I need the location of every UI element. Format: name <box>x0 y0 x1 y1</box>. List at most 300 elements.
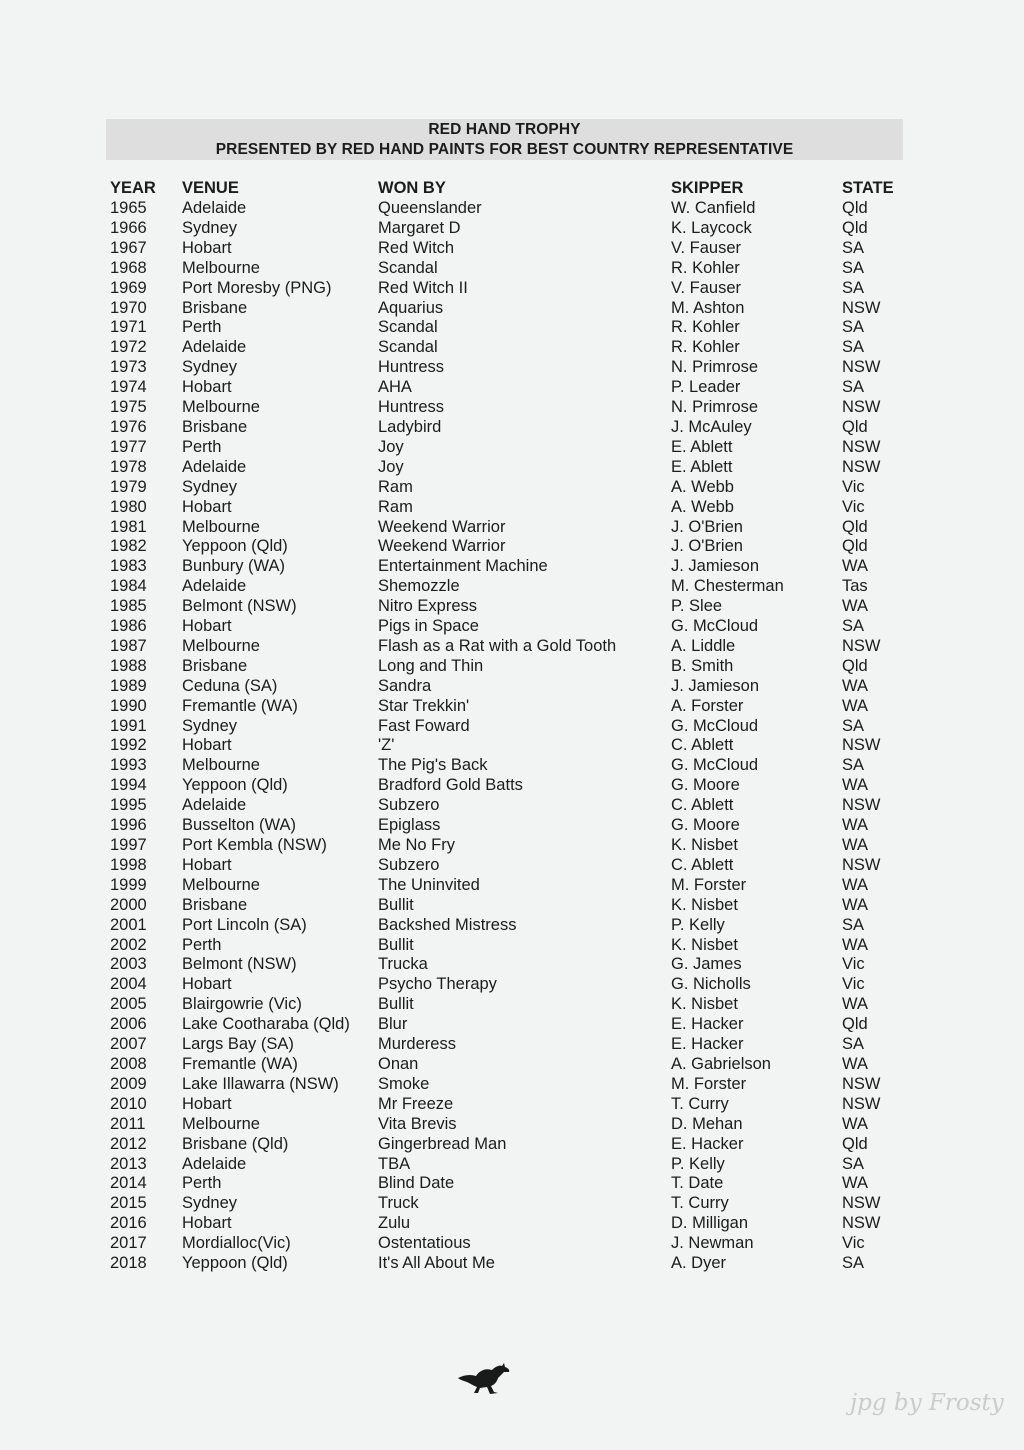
table-row <box>106 1174 906 1194</box>
cell-venue: Brisbane <box>182 656 248 675</box>
table-row <box>106 617 906 637</box>
cell-venue: Sydney <box>182 1194 238 1213</box>
cell-won-by: Nitro Express <box>378 597 478 616</box>
cell-state: SA <box>842 378 865 397</box>
cell-venue: Brisbane <box>182 298 248 317</box>
cell-skipper: T. Curry <box>671 1194 729 1213</box>
cell-venue: Yeppoon (Qld) <box>182 776 288 795</box>
cell-won-by: Entertainment Machine <box>378 557 548 576</box>
table-row <box>106 299 906 319</box>
cell-won-by: Trucka <box>378 955 428 974</box>
cell-year: 1978 <box>110 457 147 476</box>
table-row <box>106 975 906 995</box>
cell-skipper: A. Dyer <box>671 1254 727 1273</box>
cell-won-by: Red Witch <box>378 238 455 257</box>
cell-skipper: J. Jamieson <box>671 557 760 576</box>
cell-won-by: Joy <box>378 457 404 476</box>
cell-year: 1983 <box>110 557 147 576</box>
table-row <box>106 1035 906 1055</box>
cell-won-by: Weekend Warrior <box>378 517 506 536</box>
cell-state: Vic <box>842 955 865 974</box>
cell-won-by: 'Z' <box>378 736 395 755</box>
cell-state: WA <box>842 1174 868 1193</box>
cell-state: SA <box>842 318 865 337</box>
cell-year: 2011 <box>110 1114 146 1133</box>
cell-state: SA <box>842 756 865 775</box>
cell-year: 1968 <box>110 258 147 277</box>
cell-won-by: Subzero <box>378 796 440 815</box>
cell-year: 1988 <box>110 656 147 675</box>
cell-won-by: Epiglass <box>378 816 441 835</box>
cell-state: SA <box>842 1035 865 1054</box>
cell-year: 1972 <box>110 338 147 357</box>
cell-year: 1977 <box>110 437 147 456</box>
cell-year: 1995 <box>110 796 147 815</box>
cell-venue: Port Moresby (PNG) <box>182 278 332 297</box>
cell-state: WA <box>842 557 868 576</box>
cell-venue: Brisbane (Qld) <box>182 1134 289 1153</box>
cell-skipper: D. Milligan <box>671 1214 749 1233</box>
cell-state: Tas <box>842 577 868 596</box>
cell-skipper: C. Ablett <box>671 736 734 755</box>
table-row <box>106 1194 906 1214</box>
table-row <box>106 199 906 219</box>
cell-venue: Fremantle (WA) <box>182 696 298 715</box>
cell-won-by: The Pig's Back <box>378 756 488 775</box>
table-row <box>106 358 906 378</box>
cell-won-by: Weekend Warrior <box>378 537 506 556</box>
cell-year: 2008 <box>110 1054 147 1073</box>
table-row <box>106 896 906 916</box>
table-row <box>106 1095 906 1115</box>
column-header-skipper: SKIPPER <box>671 179 744 197</box>
cell-state: Vic <box>842 1234 865 1253</box>
cell-year: 2018 <box>110 1254 147 1273</box>
cell-venue: Hobart <box>182 497 232 516</box>
cell-skipper: R. Kohler <box>671 258 740 277</box>
cell-venue: Fremantle (WA) <box>182 1054 298 1073</box>
cell-state: NSW <box>842 855 881 874</box>
cell-venue: Largs Bay (SA) <box>182 1035 294 1054</box>
cell-state: NSW <box>842 796 881 815</box>
cell-year: 1986 <box>110 617 147 636</box>
cell-skipper: R. Kohler <box>671 338 740 357</box>
cell-skipper: R. Kohler <box>671 318 740 337</box>
cell-won-by: Fast Foward <box>378 716 470 735</box>
cell-year: 1971 <box>110 318 147 337</box>
cell-state: SA <box>842 338 865 357</box>
cell-state: WA <box>842 935 868 954</box>
cell-state: WA <box>842 676 868 695</box>
cell-venue: Adelaide <box>182 199 247 217</box>
cell-state: Qld <box>842 417 868 436</box>
table-row <box>106 458 906 478</box>
table-row <box>106 398 906 418</box>
cell-venue: Sydney <box>182 358 238 377</box>
table-row <box>106 1234 906 1254</box>
column-header-year: YEAR <box>110 179 156 197</box>
table-row <box>106 776 906 796</box>
cell-year: 1987 <box>110 636 147 655</box>
table-row <box>106 756 906 776</box>
cell-won-by: Psycho Therapy <box>378 975 497 994</box>
cell-year: 1965 <box>110 199 147 217</box>
cell-state: Vic <box>842 497 865 516</box>
cell-state: SA <box>842 915 865 934</box>
cell-skipper: G. McCloud <box>671 756 759 775</box>
table-row <box>106 219 906 239</box>
cell-skipper: B. Smith <box>671 656 734 675</box>
table-row <box>106 438 906 458</box>
cell-won-by: Queenslander <box>378 199 482 217</box>
table-row <box>106 478 906 498</box>
cell-state: WA <box>842 696 868 715</box>
cell-won-by: Backshed Mistress <box>378 915 517 934</box>
cell-skipper: C. Ablett <box>671 855 734 874</box>
cell-venue: Melbourne <box>182 517 260 536</box>
cell-venue: Busselton (WA) <box>182 816 297 835</box>
cell-year: 2009 <box>110 1074 147 1093</box>
cell-skipper: M. Ashton <box>671 298 745 317</box>
cell-venue: Yeppoon (Qld) <box>182 537 288 556</box>
column-header-state: STATE <box>842 179 894 197</box>
cell-venue: Ceduna (SA) <box>182 676 278 695</box>
cell-year: 1979 <box>110 477 147 496</box>
cell-skipper: P. Kelly <box>671 1154 725 1173</box>
cell-skipper: G. Nicholls <box>671 975 751 994</box>
cell-won-by: Murderess <box>378 1035 456 1054</box>
column-header-won-by: WON BY <box>378 179 446 197</box>
table-row <box>106 697 906 717</box>
table-row <box>106 498 906 518</box>
cell-venue: Belmont (NSW) <box>182 955 297 974</box>
table-header-row <box>106 178 906 199</box>
table-row <box>106 259 906 279</box>
cell-won-by: Gingerbread Man <box>378 1134 507 1153</box>
cell-won-by: Ram <box>378 497 413 516</box>
cell-won-by: Smoke <box>378 1074 430 1093</box>
cell-won-by: Vita Brevis <box>378 1114 457 1133</box>
table-row <box>106 418 906 438</box>
cell-year: 1989 <box>110 676 147 695</box>
cell-skipper: A. Webb <box>671 477 734 496</box>
cell-venue: Melbourne <box>182 398 260 417</box>
cell-year: 2003 <box>110 955 147 974</box>
cell-venue: Brisbane <box>182 895 248 914</box>
cell-venue: Hobart <box>182 617 232 636</box>
cell-skipper: K. Nisbet <box>671 995 738 1014</box>
cell-won-by: Star Trekkin' <box>378 696 470 715</box>
table-row <box>106 239 906 259</box>
cell-year: 1997 <box>110 836 147 854</box>
table-row <box>106 736 906 756</box>
cell-skipper: N. Primrose <box>671 358 759 377</box>
cell-venue: Adelaide <box>182 338 247 357</box>
cell-won-by: Red Witch II <box>378 278 468 297</box>
cell-skipper: N. Primrose <box>671 398 759 417</box>
cell-skipper: G. McCloud <box>671 716 759 735</box>
table-row <box>106 657 906 677</box>
cell-year: 1994 <box>110 776 147 795</box>
cell-year: 2005 <box>110 995 147 1014</box>
cell-won-by: Bullit <box>378 895 414 914</box>
cell-year: 2004 <box>110 975 147 994</box>
cell-venue: Lake Cootharaba (Qld) <box>182 1015 350 1034</box>
cell-year: 2007 <box>110 1035 147 1054</box>
cell-venue: Mordialloc(Vic) <box>182 1234 291 1253</box>
cell-state: SA <box>842 716 865 735</box>
cell-won-by: Joy <box>378 437 404 456</box>
cell-state: SA <box>842 258 865 277</box>
cell-won-by: Shemozzle <box>378 577 460 596</box>
kangaroo-icon <box>456 1360 512 1396</box>
cell-won-by: Pigs in Space <box>378 617 479 636</box>
cell-year: 2014 <box>110 1174 147 1193</box>
table-row <box>106 338 906 358</box>
cell-venue: Hobart <box>182 238 232 257</box>
cell-venue: Melbourne <box>182 258 260 277</box>
cell-state: NSW <box>842 457 881 476</box>
table-row <box>106 378 906 398</box>
cell-won-by: Bullit <box>378 935 414 954</box>
cell-skipper: K. Laycock <box>671 218 752 237</box>
cell-skipper: E. Hacker <box>671 1035 744 1054</box>
cell-state: WA <box>842 776 868 795</box>
cell-year: 1976 <box>110 417 147 436</box>
table-row <box>106 537 906 557</box>
cell-state: WA <box>842 895 868 914</box>
cell-year: 1981 <box>110 517 147 536</box>
cell-state: NSW <box>842 1094 881 1113</box>
table-row <box>106 796 906 816</box>
trophy-title: RED HAND TROPHY <box>428 121 581 138</box>
cell-won-by: Ostentatious <box>378 1234 471 1253</box>
cell-year: 1992 <box>110 736 147 755</box>
table-row <box>106 936 906 956</box>
cell-venue: Yeppoon (Qld) <box>182 1254 288 1273</box>
table-row <box>106 279 906 299</box>
cell-year: 1973 <box>110 358 147 377</box>
cell-skipper: M. Forster <box>671 1074 747 1093</box>
cell-skipper: G. James <box>671 955 742 974</box>
table-row <box>106 637 906 657</box>
cell-venue: Hobart <box>182 1094 232 1113</box>
cell-state: WA <box>842 1114 868 1133</box>
cell-state: WA <box>842 875 868 894</box>
cell-won-by: Ram <box>378 477 413 496</box>
cell-venue: Belmont (NSW) <box>182 597 297 616</box>
cell-skipper: A. Webb <box>671 497 734 516</box>
cell-year: 2013 <box>110 1154 147 1173</box>
cell-won-by: Huntress <box>378 398 445 417</box>
cell-venue: Bunbury (WA) <box>182 557 285 576</box>
cell-won-by: Onan <box>378 1054 419 1073</box>
cell-venue: Melbourne <box>182 756 260 775</box>
cell-skipper: J. Jamieson <box>671 676 760 695</box>
cell-skipper: E. Ablett <box>671 457 733 476</box>
photo-credit: jpg by Frosty <box>850 1390 1004 1416</box>
trophy-subtitle: PRESENTED BY RED HAND PAINTS FOR BEST COUNTRY REPRESENTATIVE <box>215 141 794 158</box>
cell-skipper: P. Slee <box>671 597 723 616</box>
cell-venue: Hobart <box>182 736 232 755</box>
cell-state: Qld <box>842 1015 868 1034</box>
cell-state: Qld <box>842 1134 868 1153</box>
cell-state: Qld <box>842 537 868 556</box>
cell-skipper: J. Newman <box>671 1234 754 1253</box>
cell-skipper: E. Hacker <box>671 1015 744 1034</box>
cell-year: 1980 <box>110 497 147 516</box>
cell-won-by: Flash as a Rat with a Gold Tooth <box>378 636 617 655</box>
cell-state: SA <box>842 1154 865 1173</box>
table-row <box>106 1055 906 1075</box>
cell-venue: Adelaide <box>182 1154 247 1173</box>
cell-won-by: Bullit <box>378 995 414 1014</box>
cell-venue: Hobart <box>182 1214 232 1233</box>
cell-venue: Sydney <box>182 477 238 496</box>
cell-skipper: T. Date <box>671 1174 724 1193</box>
cell-year: 2015 <box>110 1194 147 1213</box>
trophy-header <box>106 119 903 160</box>
cell-venue: Melbourne <box>182 636 260 655</box>
cell-skipper: V. Fauser <box>671 238 742 257</box>
cell-skipper: G. Moore <box>671 776 740 795</box>
cell-state: WA <box>842 1054 868 1073</box>
table-row <box>106 1135 906 1155</box>
cell-venue: Hobart <box>182 975 232 994</box>
cell-venue: Melbourne <box>182 875 260 894</box>
cell-won-by: Mr Freeze <box>378 1094 454 1113</box>
table-row <box>106 816 906 836</box>
cell-won-by: The Uninvited <box>378 875 480 894</box>
cell-won-by: It's All About Me <box>378 1254 495 1273</box>
cell-venue: Adelaide <box>182 457 247 476</box>
table-row <box>106 1254 906 1274</box>
cell-venue: Perth <box>182 437 222 456</box>
cell-state: WA <box>842 836 868 854</box>
cell-state: NSW <box>842 398 881 417</box>
cell-won-by: Zulu <box>378 1214 411 1233</box>
cell-venue: Sydney <box>182 218 238 237</box>
cell-won-by: Subzero <box>378 855 440 874</box>
table-row <box>106 856 906 876</box>
cell-year: 1975 <box>110 398 147 417</box>
cell-year: 1966 <box>110 218 147 237</box>
cell-year: 1982 <box>110 537 147 556</box>
cell-venue: Brisbane <box>182 417 248 436</box>
table-row <box>106 916 906 936</box>
cell-won-by: Truck <box>378 1194 419 1213</box>
cell-venue: Lake Illawarra (NSW) <box>182 1074 339 1093</box>
cell-skipper: D. Mehan <box>671 1114 743 1133</box>
cell-year: 2017 <box>110 1234 147 1253</box>
cell-skipper: W. Canfield <box>671 199 756 217</box>
cell-state: NSW <box>842 437 881 456</box>
cell-state: Vic <box>842 975 865 994</box>
table-row <box>106 1015 906 1035</box>
cell-won-by: Scandal <box>378 338 438 357</box>
cell-venue: Hobart <box>182 378 232 397</box>
table-row <box>106 577 906 597</box>
cell-state: SA <box>842 278 865 297</box>
table-row <box>106 597 906 617</box>
cell-state: NSW <box>842 736 881 755</box>
cell-year: 1984 <box>110 577 147 596</box>
cell-skipper: J. McAuley <box>671 417 752 436</box>
cell-venue: Perth <box>182 935 222 954</box>
cell-year: 1998 <box>110 855 147 874</box>
cell-skipper: K. Nisbet <box>671 836 738 854</box>
cell-won-by: Huntress <box>378 358 445 377</box>
cell-won-by: TBA <box>378 1154 411 1173</box>
cell-won-by: Scandal <box>378 258 438 277</box>
table-row <box>106 1155 906 1175</box>
cell-skipper: M. Forster <box>671 875 747 894</box>
cell-skipper: G. Moore <box>671 816 740 835</box>
cell-venue: Blairgowrie (Vic) <box>182 995 302 1014</box>
cell-state: SA <box>842 617 865 636</box>
cell-year: 2000 <box>110 895 147 914</box>
cell-won-by: Sandra <box>378 676 432 695</box>
table-row <box>106 677 906 697</box>
cell-skipper: P. Leader <box>671 378 741 397</box>
cell-skipper: K. Nisbet <box>671 895 738 914</box>
cell-state: WA <box>842 816 868 835</box>
cell-state: NSW <box>842 636 881 655</box>
cell-year: 2016 <box>110 1214 147 1233</box>
cell-state: NSW <box>842 1194 881 1213</box>
results-table <box>106 178 906 1274</box>
table-row <box>106 1115 906 1135</box>
table-row <box>106 1075 906 1095</box>
table-row <box>106 955 906 975</box>
cell-venue: Adelaide <box>182 577 247 596</box>
cell-year: 2002 <box>110 935 147 954</box>
table-row <box>106 717 906 737</box>
cell-year: 1967 <box>110 238 147 257</box>
cell-skipper: C. Ablett <box>671 796 734 815</box>
cell-state: SA <box>842 1254 865 1273</box>
cell-year: 1969 <box>110 278 147 297</box>
table-row <box>106 1214 906 1234</box>
cell-won-by: Ladybird <box>378 417 442 436</box>
cell-state: SA <box>842 238 865 257</box>
cell-skipper: E. Ablett <box>671 437 733 456</box>
cell-state: NSW <box>842 1074 881 1093</box>
cell-year: 1991 <box>110 716 147 735</box>
cell-won-by: Bradford Gold Batts <box>378 776 523 795</box>
cell-year: 2001 <box>110 915 147 934</box>
table-body <box>106 199 906 1274</box>
cell-year: 2010 <box>110 1094 147 1113</box>
cell-venue: Melbourne <box>182 1114 260 1133</box>
cell-state: Qld <box>842 656 868 675</box>
cell-won-by: Me No Fry <box>378 836 456 854</box>
cell-won-by: Margaret D <box>378 218 461 237</box>
cell-state: WA <box>842 597 868 616</box>
cell-skipper: A. Forster <box>671 696 744 715</box>
table-row <box>106 836 906 856</box>
table-row <box>106 518 906 538</box>
cell-state: Qld <box>842 199 868 217</box>
cell-venue: Hobart <box>182 855 232 874</box>
cell-state: Qld <box>842 218 868 237</box>
cell-skipper: V. Fauser <box>671 278 742 297</box>
cell-skipper: A. Gabrielson <box>671 1054 771 1073</box>
cell-skipper: A. Liddle <box>671 636 736 655</box>
cell-state: NSW <box>842 1214 881 1233</box>
cell-year: 1996 <box>110 816 147 835</box>
table-row <box>106 876 906 896</box>
